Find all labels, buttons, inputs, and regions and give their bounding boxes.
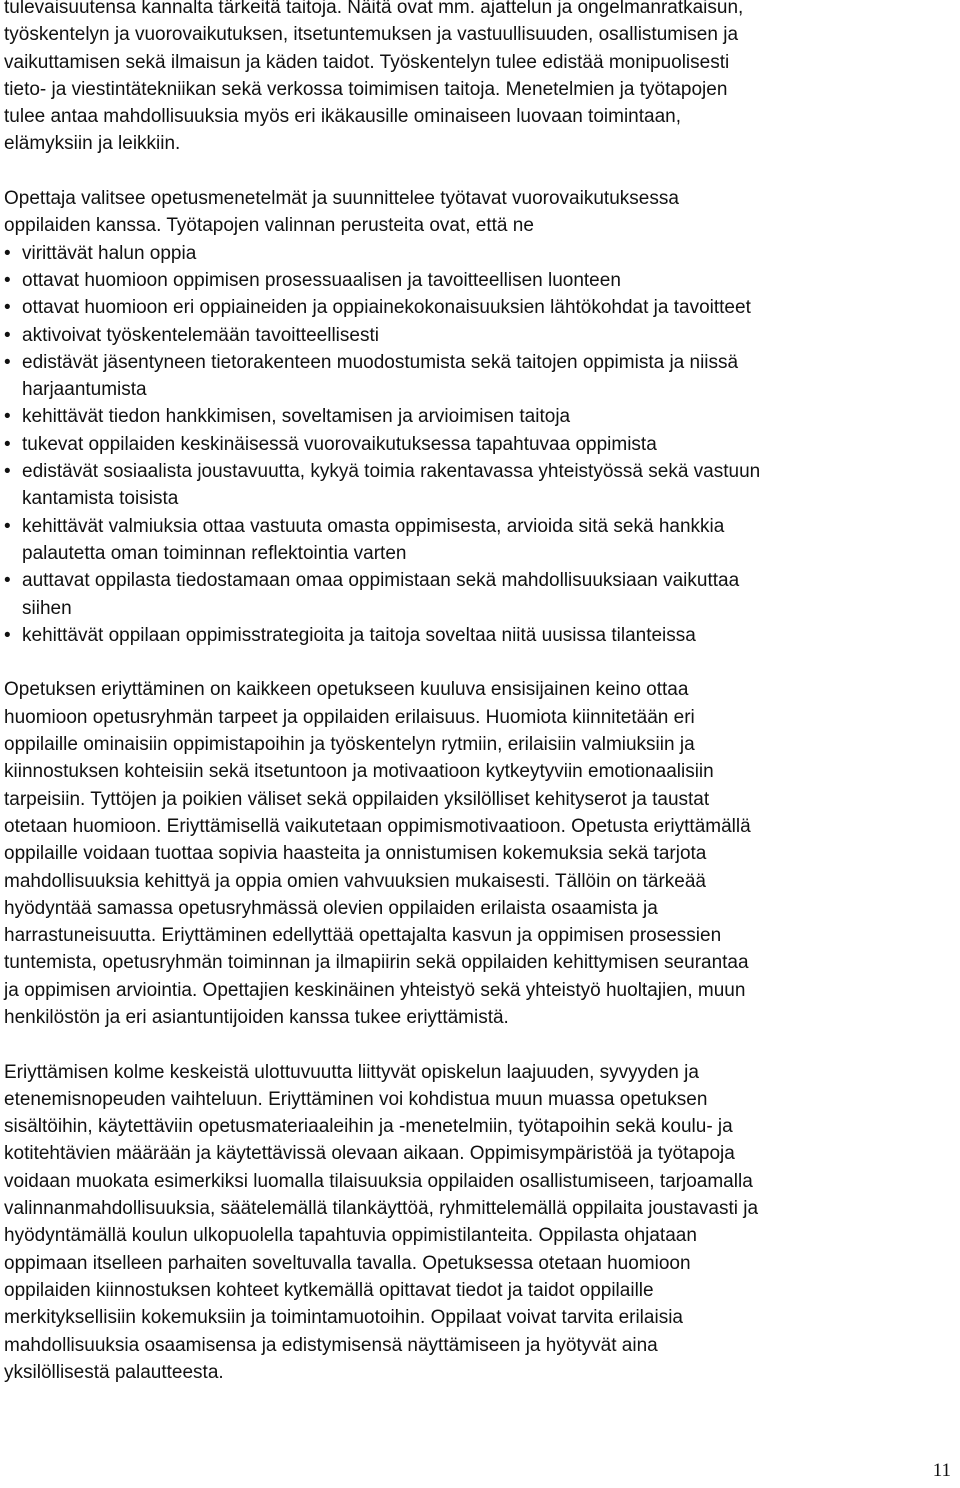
methods-section: [4, 185, 954, 649]
document-page: [4, 0, 954, 1386]
list-item: • ottavat huomioon oppimisen prosessuaalisen ja tavoitteellisen luonteen: [4, 267, 954, 294]
page-number: 11: [932, 1460, 951, 1481]
intro-paragraph: tulevaisuutensa kannalta tärkeitä taitoja. Näitä ovat mm. ajattelun ja ongelmanratkaisun, työskentelyn ja vuorovaikutuksen, itsetuntemuksen ja vastuullisuuden, osallistumisen ja vaikuttamisen sekä ilmaisun ja käden taidot. Työskentelyn tulee edistää monipuolisesti tieto- ja viestintätekniikan sekä verkossa toimimisen taitoja. Menetelmien ja työtapojen tulee antaa mahdollisuuksia myös eri ikäkausille ominaiseen luovaan toimintaan, elämyksiin ja leikkiin.: [4, 0, 744, 155]
list-item: • kehittävät oppilaan oppimisstrategioita ja taitoja soveltaa niitä uusissa tilanteissa: [4, 622, 954, 649]
list-item: • kehittävät tiedon hankkimisen, soveltamisen ja arvioimisen taitoja: [4, 403, 954, 430]
list-item: • tukevat oppilaiden keskinäisessä vuorovaikutuksessa tapahtuvaa oppimista: [4, 431, 954, 458]
list-item: • auttavat oppilasta tiedostamaan omaa oppimistaan sekä mahdollisuuksiaan vaikuttaa siihen: [4, 567, 954, 622]
list-item: • virittävät halun oppia: [4, 240, 954, 267]
methods-intro-paragraph: Opettaja valitsee opetusmenetelmät ja suunnittelee työtavat vuorovaikutuksessa oppilaiden kanssa. Työtapojen valinnan perusteita ovat, että ne: [4, 188, 679, 237]
criteria-list: [4, 240, 954, 649]
differentiation-paragraph: Opetuksen eriyttäminen on kaikkeen opetukseen kuuluva ensisijainen keino ottaa huomioon opetusryhmän tarpeet ja oppilaiden erilaisuus. Huomiota kiinnitetään eri oppilaille ominaisiin oppimistapoihin ja työskentelyn rytmiin, erilaisiin valmiuksiin ja kiinnostuksen kohteisiin sekä itsetuntoon ja motivaatioon kytkeytyviin emotionaalisiin tarpeisiin. Tyttöjen ja poikien väliset sekä oppilaiden yksilölliset kehityserot ja taustat otetaan huomioon. Eriyttämisellä vaikutetaan oppimismotivaatioon. Opetusta eriyttämällä oppilaille voidaan tuottaa sopivia haasteita ja onnistumisen kokemuksia sekä tarjota mahdollisuuksia kehittyä ja oppia omien vahvuuksien mukaisesti. Tällöin on tärkeää hyödyntää samassa opetusryhmässä olevien oppilaiden erilaista osaamista ja harrastuneisuutta. Eriyttäminen edellyttää opettajalta kasvun ja oppimisen prosessien tuntemista, opetusryhmän toiminnan ja ilmapiirin sekä oppilaiden kehittymisen seurantaa ja oppimisen arviointia. Opettajien keskinäinen yhteistyö sekä yhteistyö huoltajien, muun henkilöstön ja eri asiantuntijoiden kanssa tukee eriyttämistä.: [4, 679, 751, 1028]
list-item: • kehittävät valmiuksia ottaa vastuuta omasta oppimisesta, arvioida sitä sekä hankkia palautetta oman toiminnan reflektointia varten: [4, 513, 954, 568]
list-item: • ottavat huomioon eri oppiaineiden ja oppiainekokonaisuuksien lähtökohdat ja tavoitteet: [4, 294, 954, 321]
list-item: • edistävät sosiaalista joustavuutta, kykyä toimia rakentavassa yhteistyössä sekä vastuun kantamista toisista: [4, 458, 954, 513]
differentiation-section: [4, 676, 954, 1386]
list-item: • edistävät jäsentyneen tietorakenteen muodostumista sekä taitojen oppimista ja niissä harjaantumista: [4, 349, 954, 404]
list-item: • aktivoivat työskentelemään tavoitteellisesti: [4, 322, 954, 349]
dimensions-paragraph: Eriyttämisen kolme keskeistä ulottuvuutta liittyvät opiskelun laajuuden, syvyyden ja etenemisnopeuden vaihteluun. Eriyttäminen voi kohdistua muun muassa opetuksen sisältöihin, käytettäviin opetusmateriaaleihin ja -menetelmiin, työtapoihin sekä koulu- ja kotitehtävien määrään ja käytettävissä olevaan aikaan. Oppimisympäristöä ja työtapoja voidaan muokata esimerkiksi luomalla tilaisuuksia oppilaiden osallistumiseen, tarjoamalla valinnanmahdollisuuksia, säätelemällä tilankäyttöä, ryhmittelemällä oppilaita joustavasti ja hyödyntämällä koulun ulkopuolella tapahtuvia oppimistilanteita. Oppilasta ohjataan oppimaan itselleen parhaiten soveltuvalla tavalla. Opetuksessa otetaan huomioon oppilaiden kiinnostuksen kohteet kytkemällä opittavat tiedot ja taidot oppilaille merkityksellisiin kokemuksiin ja toimintamuotoihin. Oppilaat voivat tarvita erilaisia mahdollisuuksia osaamisensa ja edistymisensä näyttämiseen ja hyötyvät aina yksilöllisestä palautteesta.: [4, 1061, 759, 1383]
